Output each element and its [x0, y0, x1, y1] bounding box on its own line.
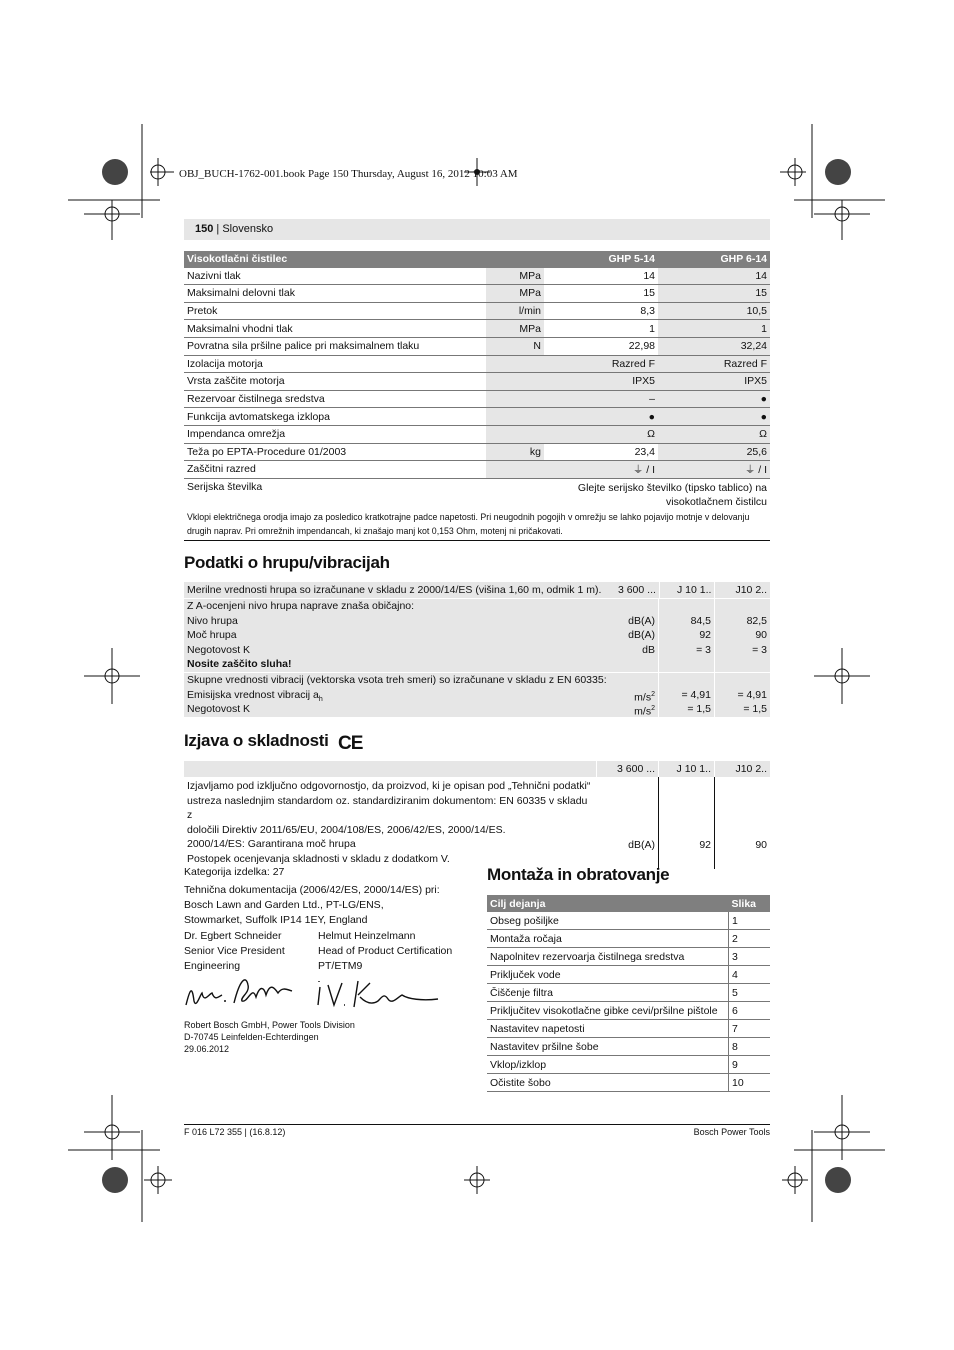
vib-label: Emisijska vrednost vibracij a — [187, 688, 319, 701]
tech-value-2: IPX5 — [658, 373, 770, 391]
tech-label: Vrsta zaščite motorja — [184, 373, 486, 391]
vib-value-1: = 1,5 — [658, 702, 714, 717]
tech-value-2: 10,5 — [658, 302, 770, 320]
assembly-row — [487, 1074, 770, 1092]
assembly-row — [487, 930, 770, 948]
tech-unit: l/min — [486, 302, 544, 320]
serial-value: Glejte serijsko številko (tipsko tablico) na visokotlačnem čistilcu — [577, 481, 767, 508]
sig2-line: Helmut Heinzelmann — [318, 930, 416, 942]
tech-label: Maksimalni delovni tlak — [184, 285, 486, 303]
noise-value-2: 82,5 — [714, 614, 770, 629]
sig1-line: Dr. Egbert Schneider — [184, 930, 282, 942]
category: Kategorija izdelka: 27 — [184, 866, 285, 878]
noise-label: Nivo hrupa — [187, 614, 238, 627]
assembly-figure: 3 — [729, 948, 771, 966]
serial-label: Serijska številka — [187, 480, 263, 493]
tech-value-2: 15 — [658, 285, 770, 303]
tech-col-2: GHP 6-14 — [658, 251, 770, 268]
tech-row — [184, 408, 770, 426]
tech-unit — [486, 461, 544, 479]
assembly-figure: 1 — [729, 912, 771, 930]
noise-row — [184, 628, 770, 643]
tech-label: Impendanca omrežja — [184, 425, 486, 443]
techdoc-line: Stowmarket, Suffolk IP14 1EY, England — [184, 914, 368, 926]
assembly-label: Obseg pošiljke — [487, 912, 729, 930]
assembly-figure: 4 — [729, 966, 771, 984]
assembly-figure: 7 — [729, 1020, 771, 1038]
conf-v1: 92 — [658, 777, 714, 869]
tech-data-table — [184, 251, 770, 509]
vib-value-2: = 4,91 — [714, 688, 770, 703]
tech-label: Teža po EPTA-Procedure 01/2003 — [184, 443, 486, 461]
tech-row — [184, 337, 770, 355]
assembly-label: Očistite šobo — [487, 1074, 729, 1092]
signatory-2 — [318, 929, 452, 974]
noise-h2: J 10 1.. — [659, 582, 715, 598]
tech-row — [184, 355, 770, 373]
assembly-row — [487, 1038, 770, 1056]
tech-unit: N — [486, 337, 544, 355]
tech-label: Rezervoar čistilnega sredstva — [184, 390, 486, 408]
tech-col-1: GHP 5-14 — [544, 251, 658, 268]
vib-value-1: = 4,91 — [658, 688, 714, 703]
noise-table — [184, 582, 770, 717]
conf-v2: 90 — [714, 777, 770, 869]
assembly-figure: 10 — [729, 1074, 771, 1092]
assembly-row — [487, 984, 770, 1002]
company-line: Robert Bosch GmbH, Power Tools Division — [184, 1020, 355, 1030]
tech-label: Zaščitni razred — [184, 461, 486, 479]
vib-unit: m/s — [634, 705, 652, 718]
noise-value-1: 84,5 — [658, 614, 714, 629]
techdoc-line: Bosch Lawn and Garden Ltd., PT-LG/ENS, — [184, 899, 384, 911]
tech-value-2: Razred F — [658, 355, 770, 373]
conf-h1: 3 600 ... — [596, 761, 658, 777]
noise-row — [184, 614, 770, 629]
tech-label: Pretok — [184, 302, 486, 320]
assembly-label: Priključek vode — [487, 966, 729, 984]
hearing-warning: Nosite zaščito sluha! — [187, 658, 292, 671]
conformity-heading: Izjava o skladnosti — [184, 731, 329, 750]
tech-value-1: Ω — [544, 425, 658, 443]
noise-unit: dB(A) — [628, 614, 655, 627]
assembly-row — [487, 1020, 770, 1038]
vib-value-2: = 1,5 — [714, 702, 770, 717]
assembly-row — [487, 1056, 770, 1074]
assembly-label: Nastavitev napetosti — [487, 1020, 729, 1038]
assembly-row — [487, 912, 770, 930]
vib-row — [184, 702, 770, 717]
sig2-line: PT/ETM9 — [318, 960, 363, 972]
tech-row — [184, 425, 770, 443]
tech-value-1: IPX5 — [544, 373, 658, 391]
vib-sup: 2 — [651, 690, 655, 698]
tech-value-2: 32,24 — [658, 337, 770, 355]
assembly-col-1: Cilj dejanja — [487, 895, 729, 912]
assembly-figure: 9 — [729, 1056, 771, 1074]
conf-h2: J 10 1.. — [658, 761, 714, 777]
tech-unit: MPa — [486, 320, 544, 338]
conf-unit: dB(A) — [628, 838, 655, 851]
conf-h3: J10 2.. — [714, 761, 770, 777]
tech-row — [184, 373, 770, 391]
assembly-heading: Montaža in obratovanje — [487, 865, 670, 884]
page-number: 150 — [195, 223, 214, 235]
tech-unit: MPa — [486, 285, 544, 303]
tech-value-1: 22,98 — [544, 337, 658, 355]
tech-row — [184, 285, 770, 303]
tech-value-1: 14 — [544, 268, 658, 285]
tech-unit — [486, 373, 544, 391]
ce-mark: CE — [338, 733, 363, 754]
vib-intro: Skupne vrednosti vibracij (vektorska vsota treh smeri) so izračunane v skladu z EN 60335: — [187, 673, 607, 686]
tech-note: Vklopi električnega orodja imajo za posledico kratkotrajne padce napetosti. Pri neugodnih pogojih v omrežju se lahko pojavijo motnje v delovanju drugih naprav. Pri omrežnih impendancah, ki znašajo manj kot 0,153 Ohm, motenj ni pričakovati. — [184, 510, 770, 541]
assembly-label: Napolnitev rezervoarja čistilnega sredstva — [487, 948, 729, 966]
tech-unit — [486, 390, 544, 408]
assembly-row — [487, 948, 770, 966]
conformity-line: Postopek ocenjevanja skladnosti v skladu z dodatkom V. — [187, 852, 450, 865]
page-bar: 150 | Slovensko — [184, 219, 770, 240]
noise-value-1: 92 — [658, 628, 714, 643]
noise-value-1: = 3 — [658, 643, 714, 658]
tech-label: Maksimalni vhodni tlak — [184, 320, 486, 338]
tech-unit: MPa — [486, 268, 544, 285]
tech-row — [184, 320, 770, 338]
assembly-label: Vklop/izklop — [487, 1056, 729, 1074]
tech-unit: kg — [486, 443, 544, 461]
assembly-label: Priključitev visokotlačne gibke cevi/pršilne pištole — [487, 1002, 729, 1020]
company-line: 29.06.2012 — [184, 1044, 230, 1054]
tech-label: Povratna sila pršilne palice pri maksimalnem tlaku — [184, 337, 486, 355]
tech-table-title: Visokotlačni čistilec — [184, 251, 544, 268]
tech-value-1: 23,4 — [544, 443, 658, 461]
noise-row — [184, 643, 770, 658]
assembly-row — [487, 1002, 770, 1020]
footer-left: F 016 L72 355 | (16.8.12) — [184, 1127, 286, 1137]
tech-value-1: ⏚ / I — [544, 461, 658, 479]
tech-label: Izolacija motorja — [184, 355, 486, 373]
vib-sub: h — [318, 695, 323, 703]
noise-value-2: = 3 — [714, 643, 770, 658]
noise-value-2: 90 — [714, 628, 770, 643]
noise-unit: dB(A) — [628, 629, 655, 642]
assembly-col-2: Slika — [729, 895, 771, 912]
tech-value-1: 1 — [544, 320, 658, 338]
conformity-line: ustreza naslednjim standardom oz. standardiziranim dokumentom: EN 60335 v skladu z — [187, 794, 588, 822]
techdoc-line: Tehnična dokumentacija (2006/42/ES, 2000/14/ES) pri: — [184, 884, 440, 896]
tech-unit — [486, 355, 544, 373]
signatures — [182, 975, 447, 1015]
conformity-line: 2000/14/ES: Garantirana moč hrupa — [187, 838, 356, 851]
tech-value-2: Ω — [658, 425, 770, 443]
conformity-line: Izjavljamo pod izključno odgovornostjo, da proizvod, ki je opisan pod „Tehnični podatki“ — [187, 780, 591, 792]
assembly-table — [487, 895, 770, 1092]
tech-value-1: 8,3 — [544, 302, 658, 320]
company-address — [184, 1019, 355, 1055]
conformity-line: določili Direktiv 2011/65/EU, 2004/108/ES, 2006/42/ES, 2000/14/ES. — [187, 823, 506, 836]
tech-unit — [486, 408, 544, 426]
tech-value-1: 15 — [544, 285, 658, 303]
tech-value-2: ● — [658, 408, 770, 426]
tech-row — [184, 302, 770, 320]
noise-label: Negotovost K — [187, 643, 251, 656]
noise-unit: dB — [642, 643, 655, 656]
sig1-line: Senior Vice President — [184, 945, 285, 957]
noise-h3: J10 2.. — [714, 582, 770, 598]
conformity-text — [184, 777, 597, 869]
vib-row — [184, 688, 770, 703]
tech-row — [184, 443, 770, 461]
noise-intro: Merilne vrednosti hrupa so izračunane v skladu z 2000/14/ES (višina 1,60 m, odmik 1 m). — [187, 584, 602, 596]
assembly-label: Čiščenje filtra — [487, 984, 729, 1002]
noise-h1: 3 600 ... — [617, 584, 656, 596]
signatory-1 — [184, 929, 285, 974]
assembly-figure: 8 — [729, 1038, 771, 1056]
tech-value-2: 1 — [658, 320, 770, 338]
tech-value-1: ● — [544, 408, 658, 426]
tech-value-2: ● — [658, 390, 770, 408]
file-header: OBJ_BUCH-1762-001.book Page 150 Thursday, August 16, 2012 10:03 AM — [179, 168, 518, 180]
tech-label: Funkcija avtomatskega izklopa — [184, 408, 486, 426]
vib-unit: m/s — [634, 691, 652, 704]
tech-value-1: Razred F — [544, 355, 658, 373]
tech-row — [184, 390, 770, 408]
tech-unit — [486, 425, 544, 443]
company-line: D-70745 Leinfelden-Echterdingen — [184, 1032, 319, 1042]
noise-label: Moč hrupa — [187, 629, 237, 642]
conformity-table — [184, 761, 770, 869]
footer-right: Bosch Power Tools — [693, 1127, 770, 1137]
tech-row — [184, 461, 770, 479]
assembly-label: Nastavitev pršilne šobe — [487, 1038, 729, 1056]
tech-value-2: 14 — [658, 268, 770, 285]
language-label: Slovensko — [222, 223, 274, 235]
footer-rule — [184, 1124, 770, 1125]
tech-row — [184, 268, 770, 285]
vib-sup: 2 — [651, 705, 655, 713]
tech-value-1: – — [544, 390, 658, 408]
tech-value-2: 25,6 — [658, 443, 770, 461]
sig1-line: Engineering — [184, 960, 241, 972]
tech-label: Nazivni tlak — [184, 268, 486, 285]
assembly-figure: 2 — [729, 930, 771, 948]
techdoc — [184, 883, 440, 928]
assembly-label: Montaža ročaja — [487, 930, 729, 948]
assembly-figure: 5 — [729, 984, 771, 1002]
noise-subhead: Z A-ocenjeni nivo hrupa naprave znaša običajno: — [187, 600, 415, 612]
sig2-line: Head of Product Certification — [318, 945, 453, 957]
assembly-figure: 6 — [729, 1002, 771, 1020]
assembly-row — [487, 966, 770, 984]
tech-value-2: ⏚ / I — [658, 461, 770, 479]
noise-heading: Podatki o hrupu/vibracijah — [184, 553, 390, 572]
vib-label: Negotovost K — [187, 703, 251, 716]
